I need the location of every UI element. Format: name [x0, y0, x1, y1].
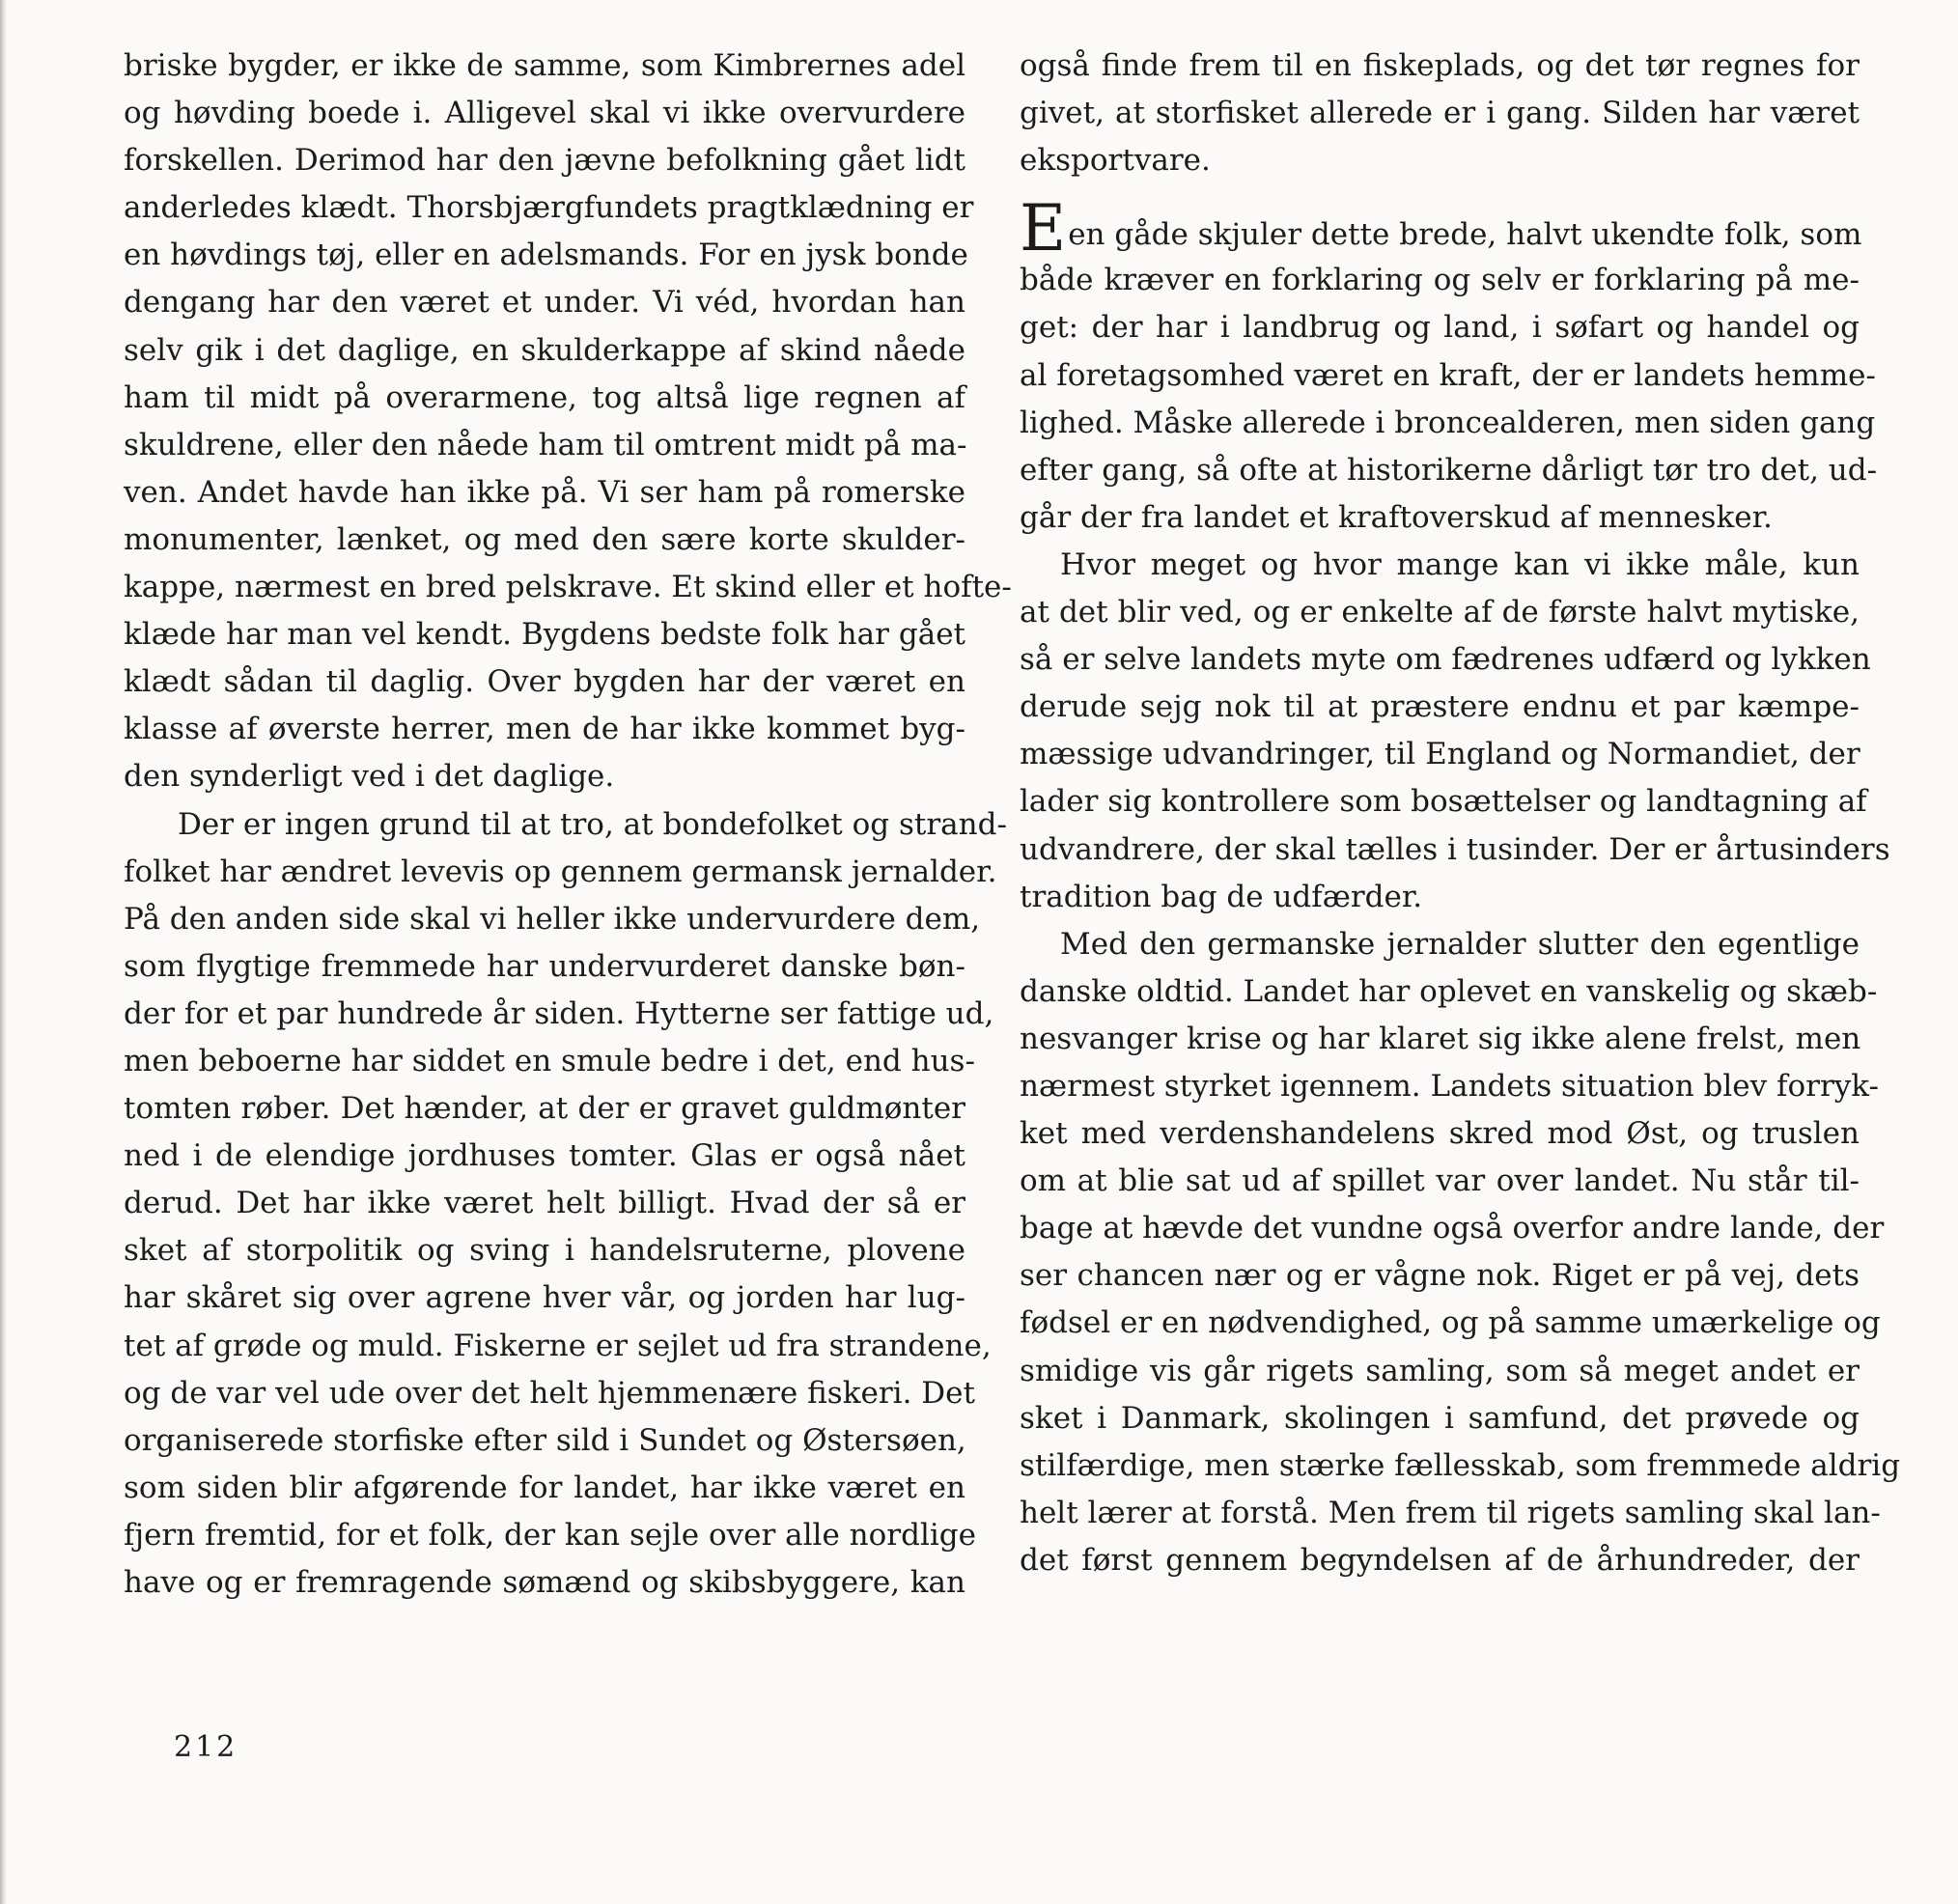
text-line: kappe, nærmest en bred pelskrave. Et skind eller et hofte- [124, 570, 1012, 605]
text-line: mæssige udvandringer, til England og Normandiet, der [1020, 737, 1860, 772]
paragraph [124, 801, 1007, 1608]
text-line: klasse af øverste herrer, men de har ikke kommet byg- [124, 712, 965, 747]
text-line: så er selve landets myte om fædrenes udfærd og lykken [1020, 642, 1871, 678]
text-line: både kræver en forklaring og selv er forklaring på me- [1020, 263, 1860, 298]
text-line: ham til midt på overarmene, tog altså lige regnen af [124, 379, 965, 415]
text-line: skuldrene, eller den nåede ham til omtrent midt på ma- [124, 427, 967, 462]
text-line: udvandrere, der skal tælles i tusinder. Der er årtusinders [1020, 831, 1890, 867]
text-line: klædt sådan til daglig. Over bygden har der været en [124, 664, 965, 700]
text-line: På den anden side skal vi heller ikke undervurdere dem, [124, 901, 981, 937]
text-line: givet, at storfisket allerede er i gang. Silden har været [1020, 96, 1860, 131]
text-line: fødsel er en nødvendighed, og på samme umærkelige og [1020, 1305, 1881, 1341]
book-gutter-shadow [0, 0, 7, 1904]
text-line: lighed. Måske allerede i broncealderen, men siden gang [1020, 405, 1876, 440]
text-line: går der fra landet et kraftoverskud af mennesker. [1020, 499, 1773, 535]
text-line: som siden blir afgørende for landet, har ikke været en [124, 1470, 965, 1505]
text-line-body: en gåde skjuler dette brede, halvt ukendte folk, som [1068, 217, 1862, 253]
text-line: og de var vel ude over det helt hjemmenære fiskeri. Det [124, 1375, 975, 1411]
paragraph [1020, 542, 1890, 921]
text-line: at det blir ved, og er enkelte af de første halvt mytiske, [1020, 595, 1860, 630]
text-line: anderledes klædt. Thorsbjærgfundets pragtklædning er [124, 190, 974, 226]
text-line: selv gik i det daglige, en skulderkappe af skind nåede [124, 332, 965, 368]
text-line: lader sig kontrollere som bosættelser og landtagning af [1020, 784, 1867, 820]
text-line: også finde frem til en fiskeplads, og det tør regnes for [1020, 48, 1860, 83]
text-line: get: der har i landbrug og land, i søfart og handel og [1020, 310, 1860, 346]
text-line: Med den germanske jernalder slutter den egentlige [1060, 926, 1860, 962]
text-line: klæde har man vel kendt. Bygdens bedste folk har gået [124, 617, 965, 653]
text-line [1020, 191, 1862, 266]
text-line: nesvanger krise og har klaret sig ikke alene frelst, men [1020, 1021, 1861, 1056]
text-line: den synderligt ved i det daglige. [124, 759, 615, 795]
text-line: have og er fremragende sømænd og skibsbyggere, kan [124, 1565, 965, 1600]
text-line: ned i de elendige jordhuses tomter. Glas er også nået [124, 1138, 965, 1174]
section-spacer [1020, 184, 1860, 210]
text-line: ser chancen nær og er vågne nok. Riget er på vej, dets [1020, 1258, 1860, 1294]
text-line: folket har ændret levevis op gennem germansk jernalder. [124, 854, 997, 889]
text-line: briske bygder, er ikke de samme, som Kimbrernes adel [124, 48, 965, 83]
text-line: Hvor meget og hvor mange kan vi ikke måle, kun [1060, 546, 1860, 582]
text-line: der for et par hundrede år siden. Hytterne ser fattige ud, [124, 995, 994, 1031]
text-line: forskellen. Derimod har den jævne befolkning gået lidt [124, 143, 965, 179]
text-line: organiserede storfiske efter sild i Sundet og Østersøen, [124, 1422, 966, 1458]
left-text-column [124, 42, 1012, 1607]
paragraph [1020, 921, 1901, 1584]
paragraph [1020, 42, 1860, 184]
text-line: danske oldtid. Landet har oplevet en vanskelig og skæb- [1020, 973, 1878, 1009]
drop-cap: E [1020, 191, 1067, 266]
text-line: al foretagsomhed været en kraft, der er landets hemme- [1020, 357, 1876, 393]
paragraph [1020, 191, 1878, 542]
text-line: efter gang, så ofte at historikerne dårligt tør tro det, ud- [1020, 452, 1878, 488]
text-line: dengang har den været et under. Vi véd, hvordan han [124, 285, 965, 321]
text-line: sket af storpolitik og sving i handelsruterne, plovene [124, 1233, 965, 1269]
text-line: eksportvare. [1020, 143, 1211, 179]
text-line: tomten røber. Det hænder, at der er gravet guldmønter [124, 1091, 965, 1127]
text-line: tet af grøde og muld. Fiskerne er sejlet ud fra strandene, [124, 1328, 992, 1363]
text-line: har skåret sig over agrene hver vår, og jorden har lug- [124, 1280, 965, 1316]
text-line: sket i Danmark, skolingen i samfund, det prøvede og [1020, 1400, 1860, 1436]
text-line: tradition bag de udfærder. [1020, 879, 1423, 914]
text-line: Der er ingen grund til at tro, at bondefolket og strand- [178, 806, 1007, 842]
paragraph [124, 42, 1012, 801]
text-line: en høvdings tøj, eller en adelsmands. For en jysk bonde [124, 238, 968, 273]
page-number: 212 [174, 1730, 238, 1764]
text-line: men beboerne har siddet en smule bedre i det, end hus- [124, 1043, 975, 1078]
text-line: om at blie sat ud af spillet var over landet. Nu står til- [1020, 1163, 1860, 1199]
text-line: derude sejg nok til at præstere endnu et par kæmpe- [1020, 689, 1860, 725]
text-line: ket med verdenshandelens skred mod Øst, og truslen [1020, 1116, 1860, 1152]
text-line: bage at hævde det vundne også overfor andre lande, der [1020, 1211, 1885, 1246]
text-line: fjern fremtid, for et folk, der kan sejle over alle nordlige [124, 1517, 976, 1553]
text-line: ven. Andet havde han ikke på. Vi ser ham på romerske [124, 474, 965, 510]
text-line: og høvding boede i. Alligevel skal vi ikke overvurdere [124, 96, 965, 131]
text-line: monumenter, lænket, og med den sære korte skulder- [124, 521, 965, 557]
text-line: nærmest styrket igennem. Landets situation blev forryk- [1020, 1068, 1880, 1104]
text-line: stilfærdige, men stærke fællesskab, som fremmede aldrig [1020, 1447, 1901, 1483]
text-line: smidige vis går rigets samling, som så meget andet er [1020, 1353, 1860, 1388]
text-line: derud. Det har ikke været helt billigt. Hvad der så er [124, 1186, 965, 1221]
text-line: det først gennem begyndelsen af de århundreder, der [1020, 1542, 1860, 1578]
text-line: som flygtige fremmede har undervurderet danske bøn- [124, 948, 965, 984]
text-line: helt lærer at forstå. Men frem til rigets samling skal lan- [1020, 1495, 1881, 1530]
right-text-column [1020, 42, 1901, 1584]
